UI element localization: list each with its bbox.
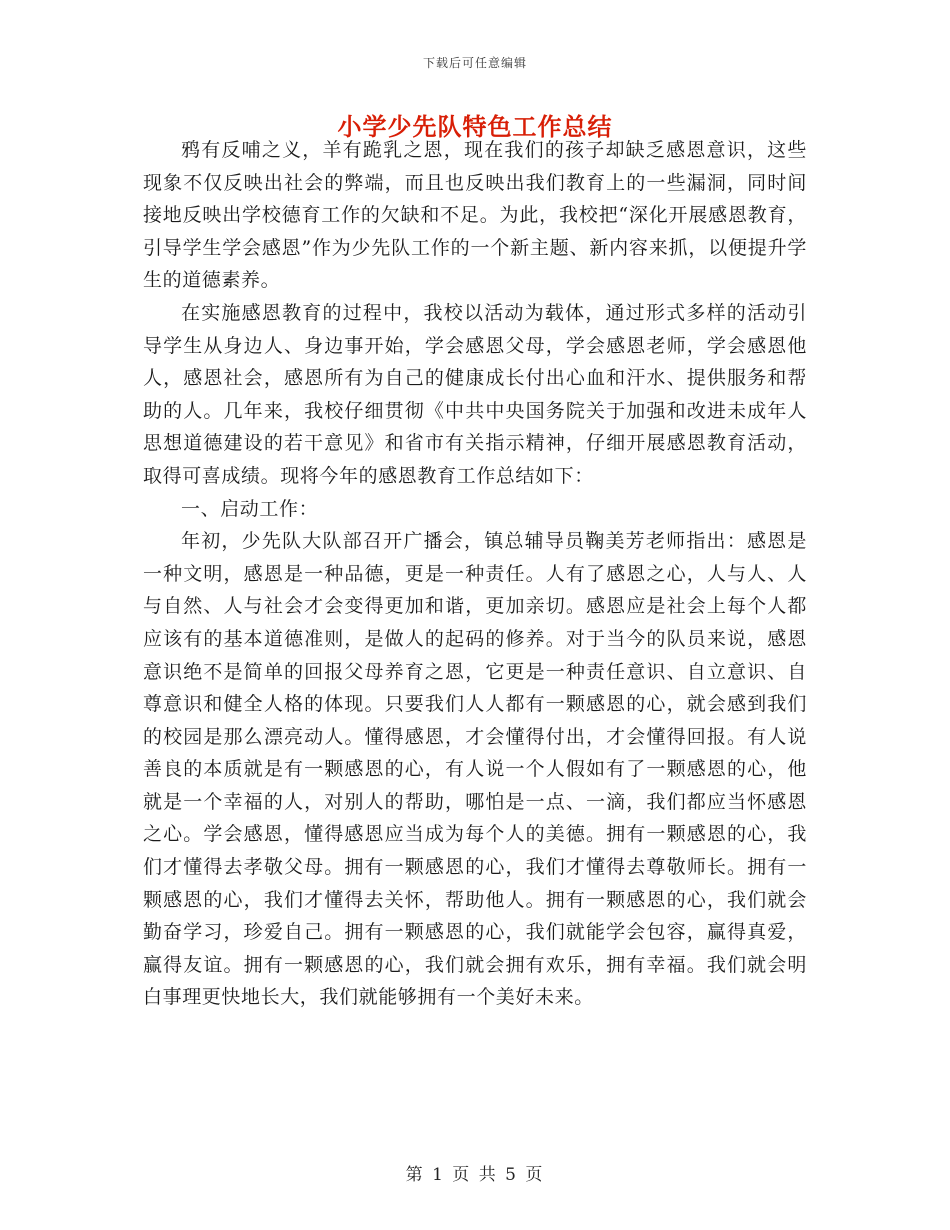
document-body	[143, 134, 807, 1014]
section-heading-launch: 一、启动工作：	[181, 497, 319, 520]
page-header-note: 下载后可任意编辑	[422, 56, 527, 70]
paragraph-launch-detail: 年初，少先队大队部召开广播会，镇总辅导员鞠美芳老师指出：感恩是一种文明，感恩是一种品德，更是一种责任。人有了感恩之心，人与人、人与自然、人与社会才会变得更加和谐，更加亲切。感恩应是社会上每个人都应该有的基本道德准则，是做人的起码的修养。对于当今的队员来说，感恩意识绝不是简单的回报父母养育之恩，它更是一种责任意识、自立意识、自尊意识和健全人格的体现。只要我们人人都有一颗感恩的心，就会感到我们的校园是那么漂亮动人。懂得感恩，才会懂得付出，才会懂得回报。有人说善良的本质就是有一颗感恩的心，有人说一个人假如有了一颗感恩的心，他就是一个幸福的人，对别人的帮助，哪怕是一点、一滴，我们都应当怀感恩之心。学会感恩，懂得感恩应当成为每个人的美德。拥有一颗感恩的心，我们才懂得去孝敬父母。拥有一颗感恩的心，我们才懂得去尊敬师长。拥有一颗感恩的心，我们才懂得去关怀，帮助他人。拥有一颗感恩的心，我们就会勤奋学习，珍爱自己。拥有一颗感恩的心，我们就能学会包容，赢得真爱，赢得友谊。拥有一颗感恩的心，我们就会拥有欢乐，拥有幸福。我们就会明白事理更快地长大，我们就能够拥有一个美好未来。	[143, 530, 807, 1009]
document-title: 小学少先队特色工作总结	[337, 112, 613, 141]
paragraph-implementation: 在实施感恩教育的过程中，我校以活动为载体，通过形式多样的活动引导学生从身边人、身边事开始，学会感恩父母，学会感恩老师，学会感恩他人，感恩社会，感恩所有为自己的健康成长付出心血和汗水、提供服务和帮助的人。几年来，我校仔细贯彻《中共中央国务院关于加强和改进未成年人思想道德建设的若干意见》和省市有关指示精神，仔细开展感恩教育活动，取得可喜成绩。现将今年的感恩教育工作总结如下：	[143, 301, 807, 487]
paragraph-intro: 鸦有反哺之义，羊有跪乳之恩，现在我们的孩子却缺乏感恩意识，这些现象不仅反映出社会的弊端，而且也反映出我们教育上的一些漏洞，同时间接地反映出学校德育工作的欠缺和不足。为此，我校把“深化开展感恩教育，引导学生学会感恩”作为少先队工作的一个新主题、新内容来抓，以便提升学生的道德素养。	[143, 139, 807, 292]
page-number: 第 1 页 共 5 页	[405, 1165, 545, 1185]
